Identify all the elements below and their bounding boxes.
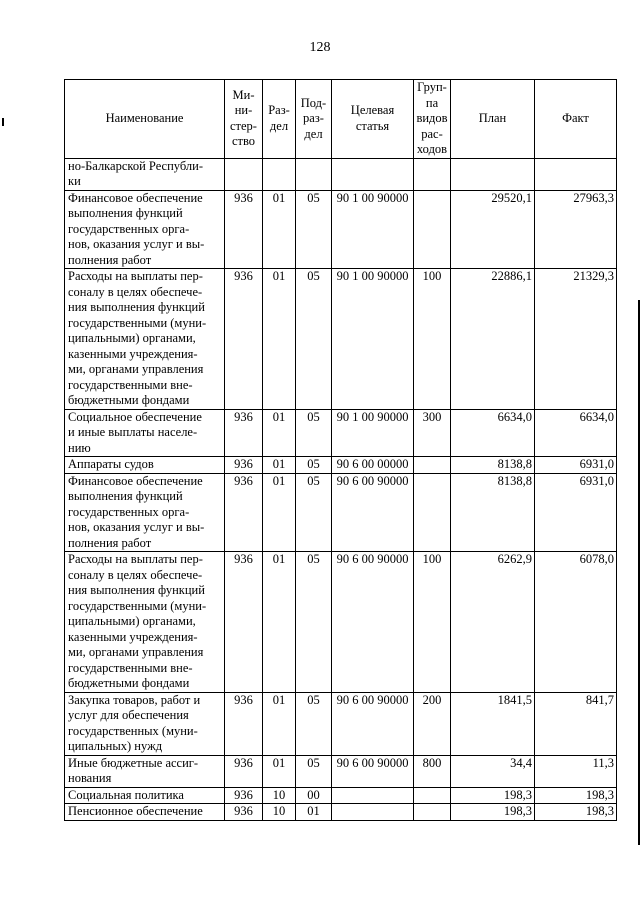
row-subsection-cell: 05	[296, 269, 332, 410]
row-name-cell: Пенсионное обеспечение	[65, 804, 225, 821]
row-ministry-cell	[225, 158, 263, 190]
row-fact-cell: 6078,0	[535, 552, 617, 693]
row-target-cell	[332, 158, 414, 190]
row-group-cell	[414, 473, 451, 552]
row-target-cell: 90 1 00 90000	[332, 269, 414, 410]
row-plan-cell: 1841,5	[451, 692, 535, 755]
row-ministry-cell: 936	[225, 552, 263, 693]
row-name-cell: Социальная политика	[65, 787, 225, 804]
row-ministry-cell: 936	[225, 692, 263, 755]
row-subsection-cell: 05	[296, 409, 332, 457]
table-row	[65, 190, 617, 269]
page-number: 128	[309, 40, 331, 55]
header-plan: План	[451, 80, 535, 159]
header-target: Целевая статья	[332, 80, 414, 159]
row-ministry-cell: 936	[225, 457, 263, 474]
row-name-cell: Расходы на выплаты пер- соналу в целях обеспече- ния выполнения функций государственными (муни- ципальными) органами, казенными учреждения- ми, органами управления государственными вне- бюджетными фондами	[65, 269, 225, 410]
row-subsection-cell: 05	[296, 473, 332, 552]
row-plan-cell: 6262,9	[451, 552, 535, 693]
row-plan-cell: 34,4	[451, 755, 535, 787]
row-plan-cell: 8138,8	[451, 457, 535, 474]
row-subsection-cell: 05	[296, 457, 332, 474]
table-row	[65, 409, 617, 457]
row-name-cell: но-Балкарской Республи- ки	[65, 158, 225, 190]
row-name-cell: Закупка товаров, работ и услуг для обеспечения государственных (муни- ципальных) нужд	[65, 692, 225, 755]
header-section: Раз- дел	[263, 80, 296, 159]
table-row	[65, 804, 617, 821]
table-row	[65, 158, 617, 190]
row-name-cell: Социальное обеспечение и иные выплаты населе- нию	[65, 409, 225, 457]
row-fact-cell	[535, 158, 617, 190]
row-fact-cell: 21329,3	[535, 269, 617, 410]
row-target-cell	[332, 787, 414, 804]
row-fact-cell: 6634,0	[535, 409, 617, 457]
row-target-cell: 90 6 00 90000	[332, 692, 414, 755]
row-subsection-cell: 01	[296, 804, 332, 821]
row-target-cell: 90 1 00 90000	[332, 190, 414, 269]
header-name: Наименование	[65, 80, 225, 159]
row-ministry-cell: 936	[225, 269, 263, 410]
row-name-cell: Финансовое обеспечение выполнения функций государственных орга- нов, оказания услуг и вы- полнения работ	[65, 190, 225, 269]
header-group: Груп- па видов рас- ходов	[414, 80, 451, 159]
edge-mark	[2, 118, 4, 126]
row-target-cell: 90 6 00 90000	[332, 552, 414, 693]
row-group-cell: 200	[414, 692, 451, 755]
row-subsection-cell	[296, 158, 332, 190]
row-plan-cell: 29520,1	[451, 190, 535, 269]
row-ministry-cell: 936	[225, 473, 263, 552]
row-name-cell: Аппараты судов	[65, 457, 225, 474]
row-plan-cell: 8138,8	[451, 473, 535, 552]
table-row	[65, 692, 617, 755]
row-target-cell	[332, 804, 414, 821]
table-row	[65, 269, 617, 410]
row-fact-cell: 27963,3	[535, 190, 617, 269]
row-name-cell: Расходы на выплаты пер- соналу в целях обеспече- ния выполнения функций государственными (муни- ципальными) органами, казенными учреждения- ми, органами управления государственными вне- бюджетными фондами	[65, 552, 225, 693]
header-ministry: Ми- ни- стер- ство	[225, 80, 263, 159]
row-subsection-cell: 05	[296, 190, 332, 269]
row-subsection-cell: 00	[296, 787, 332, 804]
row-ministry-cell: 936	[225, 190, 263, 269]
row-target-cell: 90 1 00 90000	[332, 409, 414, 457]
row-name-cell: Иные бюджетные ассиг- нования	[65, 755, 225, 787]
row-section-cell: 01	[263, 269, 296, 410]
row-section-cell: 10	[263, 787, 296, 804]
row-section-cell: 01	[263, 755, 296, 787]
header-fact: Факт	[535, 80, 617, 159]
row-plan-cell: 198,3	[451, 804, 535, 821]
header-subsection: Под- раз- дел	[296, 80, 332, 159]
row-section-cell: 01	[263, 409, 296, 457]
budget-table	[64, 79, 617, 821]
row-target-cell: 90 6 00 90000	[332, 473, 414, 552]
row-section-cell	[263, 158, 296, 190]
table-row	[65, 755, 617, 787]
table-row	[65, 787, 617, 804]
row-fact-cell: 841,7	[535, 692, 617, 755]
row-fact-cell: 198,3	[535, 787, 617, 804]
row-section-cell: 10	[263, 804, 296, 821]
row-plan-cell	[451, 158, 535, 190]
row-group-cell	[414, 804, 451, 821]
row-group-cell	[414, 190, 451, 269]
row-subsection-cell: 05	[296, 552, 332, 693]
row-group-cell: 300	[414, 409, 451, 457]
table-row	[65, 457, 617, 474]
row-subsection-cell: 05	[296, 755, 332, 787]
row-fact-cell: 6931,0	[535, 457, 617, 474]
row-fact-cell: 6931,0	[535, 473, 617, 552]
row-group-cell	[414, 457, 451, 474]
header-row	[65, 80, 617, 159]
row-group-cell: 800	[414, 755, 451, 787]
row-plan-cell: 198,3	[451, 787, 535, 804]
row-section-cell: 01	[263, 692, 296, 755]
row-name-cell: Финансовое обеспечение выполнения функций государственных орга- нов, оказания услуг и вы- полнения работ	[65, 473, 225, 552]
row-fact-cell: 198,3	[535, 804, 617, 821]
row-fact-cell: 11,3	[535, 755, 617, 787]
row-plan-cell: 6634,0	[451, 409, 535, 457]
table-row	[65, 473, 617, 552]
row-section-cell: 01	[263, 473, 296, 552]
row-group-cell	[414, 787, 451, 804]
row-section-cell: 01	[263, 190, 296, 269]
row-section-cell: 01	[263, 457, 296, 474]
row-target-cell: 90 6 00 90000	[332, 755, 414, 787]
row-ministry-cell: 936	[225, 804, 263, 821]
table-row	[65, 552, 617, 693]
row-target-cell: 90 6 00 00000	[332, 457, 414, 474]
row-group-cell: 100	[414, 269, 451, 410]
row-ministry-cell: 936	[225, 755, 263, 787]
row-subsection-cell: 05	[296, 692, 332, 755]
row-group-cell	[414, 158, 451, 190]
row-plan-cell: 22886,1	[451, 269, 535, 410]
row-ministry-cell: 936	[225, 409, 263, 457]
row-ministry-cell: 936	[225, 787, 263, 804]
row-section-cell: 01	[263, 552, 296, 693]
row-group-cell: 100	[414, 552, 451, 693]
